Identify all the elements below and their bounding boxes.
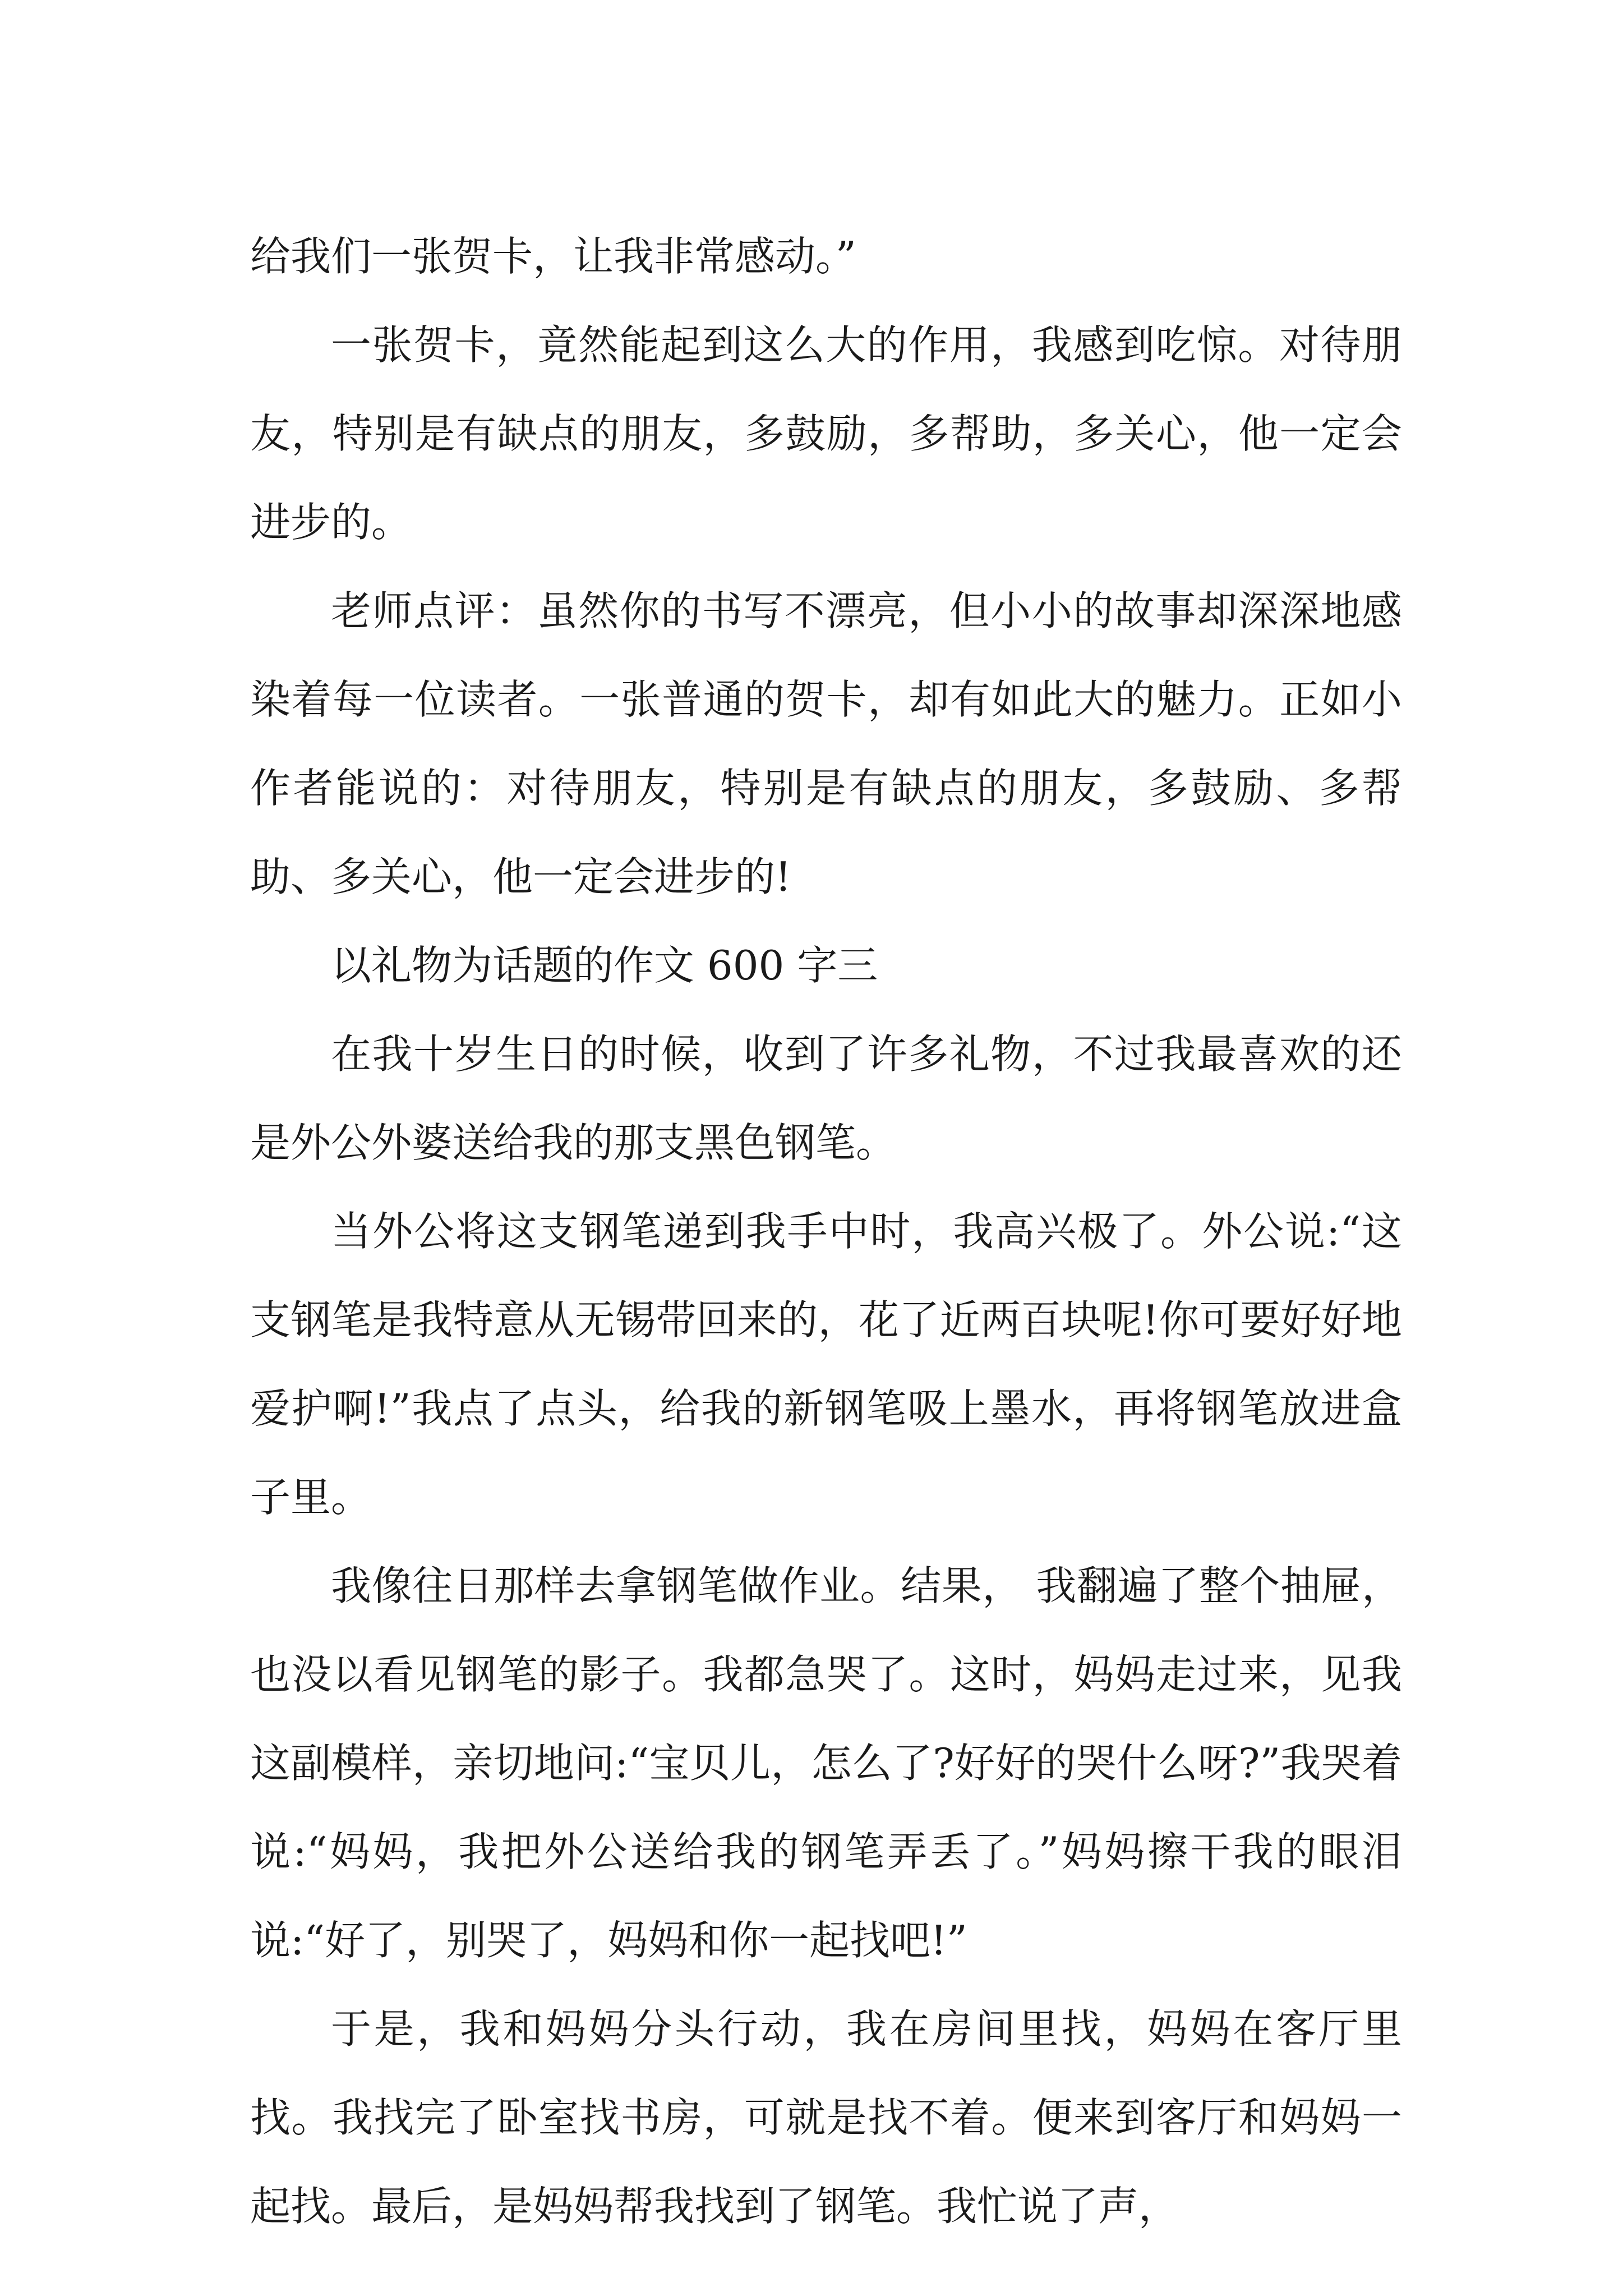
paragraph-grandfather: 当外公将这支钢笔递到我手中时，我高兴极了。外公说:“这支钢笔是我特意从无锡带回来的，花了近两百块呢!你可要好好地爱护啊!”我点了点头，给我的新钢笔吸上墨水，再将钢笔放进盒子里。 [250, 1208, 1402, 1521]
essay-heading: 以礼物为话题的作文 600 字三 [331, 942, 878, 989]
paragraph-teacher-comment: 老师点评：虽然你的书写不漂亮，但小小的故事却深深地感染着每一位读者。一张普通的贺卡，却有如此大的魅力。正如小作者能说的：对待朋友，特别是有缺点的朋友，多鼓励、多帮助、多关心，他一定会进步的! [250, 587, 1402, 900]
paragraph-lost-pen: 我像往日那样去拿钢笔做作业。结果， 我翻遍了整个抽屉，也没以看见钢笔的影子。我都急哭了。这时，妈妈走过来，见我这副模样，亲切地问:“宝贝儿，怎么了?好好的哭什么呀?”我哭着说:“妈妈，我把外公送给我的钢笔弄丢了。”妈妈擦干我的眼泪说:“好了，别哭了，妈妈和你一起找吧!” [250, 1562, 1402, 1964]
document-body [250, 212, 1402, 2251]
paragraph-reflection: 一张贺卡，竟然能起到这么大的作用，我感到吃惊。对待朋友，特别是有缺点的朋友，多鼓励，多帮助，多关心，他一定会进步的。 [250, 321, 1402, 546]
paragraph-birthday: 在我十岁生日的时候，收到了许多礼物，不过我最喜欢的还是外公外婆送给我的那支黑色钢笔。 [250, 1030, 1402, 1166]
paragraph-search: 于是，我和妈妈分头行动，我在房间里找，妈妈在客厅里找。我找完了卧室找书房，可就是找不着。便来到客厅和妈妈一起找。最后，是妈妈帮我找到了钢笔。我忙说了声， [250, 2005, 1402, 2230]
paragraph-continuation: 给我们一张贺卡，让我非常感动。” [250, 233, 856, 280]
